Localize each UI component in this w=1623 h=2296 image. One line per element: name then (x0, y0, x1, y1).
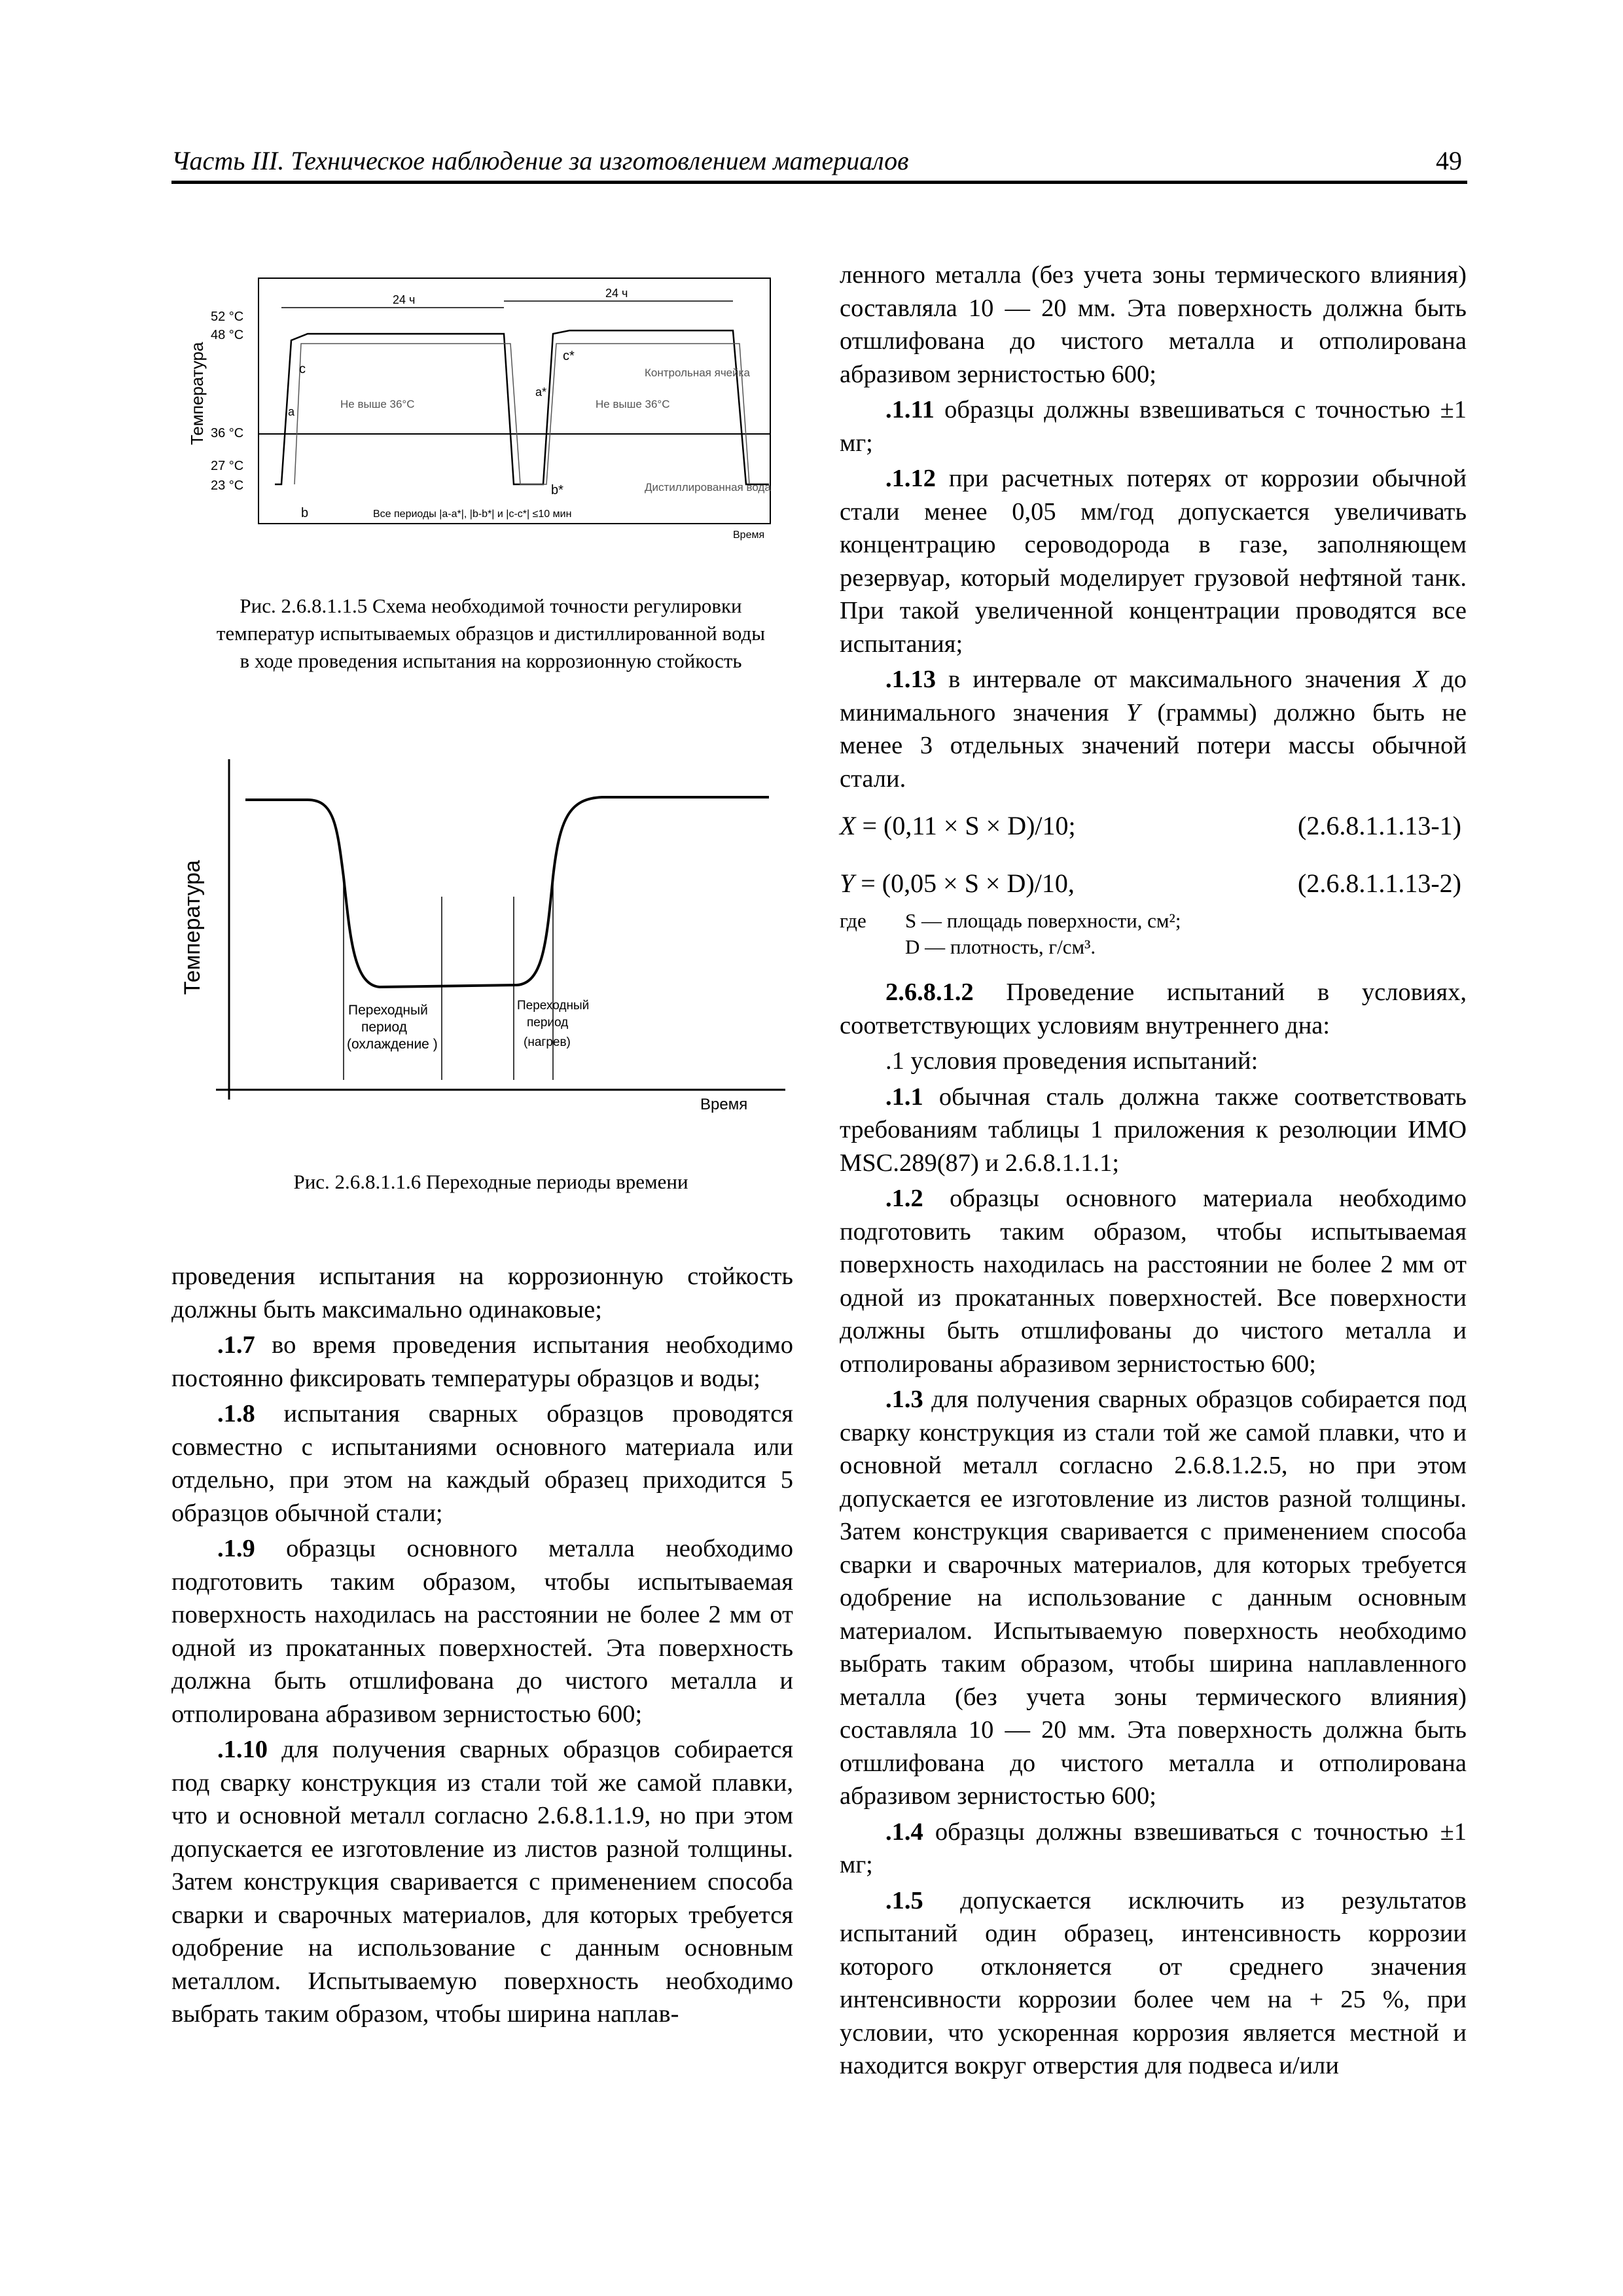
figure1-caption (196, 592, 785, 675)
annotation-max36-2: Не выше 36°C (596, 398, 670, 410)
paragraph (171, 1733, 793, 2031)
figure1-x-label: Время (733, 529, 765, 541)
clause-number: .1.9 (217, 1535, 255, 1562)
figure2-y-label: Температура (180, 860, 205, 995)
paragraph-text: образцы должны взвешиваться с точностью ±1 мг; (840, 1818, 1467, 1878)
clause-number: .1.12 (885, 465, 936, 492)
figure2-caption: Рис. 2.6.8.1.1.6 Переходные периоды времени (293, 1170, 688, 1193)
paragraph (840, 1182, 1467, 1380)
clause-number: .1.5 (885, 1886, 923, 1914)
paragraph (171, 1397, 793, 1530)
paragraph (840, 663, 1467, 795)
paragraph-text: во время проведения испытания необходимо постоянно фиксировать температуры образцов и воды; (171, 1331, 793, 1392)
clause-number: 2.6.8.1.2 (885, 978, 974, 1006)
formula-2-rhs: = (0,05 × S × D)/10, (854, 869, 1075, 898)
water-temp-curve (294, 344, 749, 484)
formula-2-var: Y (840, 869, 855, 898)
paragraph-text: испытания сварных образцов проводятся совместно с испытаниями основного материала или отдельно, при этом на каждый образец приходится 5 образцов обычной стали; (171, 1400, 793, 1527)
paragraph-text: для получения сварных образцов собирается под сварку конструкция из стали той же самой плавки, что и основной металл согласно 2.6.8.1.1.9, но при этом допускается ее изготовление из листов разной толщины. Затем конструкция сваривается с применением способа сварки и сварочных материалов, для которых требуется одобрение на использование с данным основным металлом. Испытываемую поверхность необходимо выбрать таким образом, чтобы ширина наплав- (171, 1736, 793, 2028)
clause-number: .1.10 (217, 1736, 268, 1763)
figure2-x-label: Время (700, 1096, 748, 1113)
paragraph: .1 условия проведения испытаний: (885, 1047, 1258, 1075)
paragraph (840, 393, 1467, 459)
tick-23: 23 °C (211, 478, 244, 493)
formula-2 (840, 859, 1467, 908)
heating-label: (нагрев) (524, 1035, 571, 1049)
clause-number: .1.7 (217, 1331, 255, 1359)
clause-number: .1.2 (885, 1185, 923, 1212)
clause-number: .1.8 (217, 1400, 255, 1427)
formula-1-rhs: = (0,11 × S × D)/10; (855, 811, 1076, 840)
var-y: Y (1126, 698, 1141, 726)
paragraph (840, 976, 1467, 1042)
marker-c: c (299, 362, 306, 376)
formula-legend (840, 908, 1467, 963)
paragraph-text: допускается исключить из результатов испытаний один образец, интенсивность коррозии которого отклоняется от среднего значения интенсивности коррозии более чем на + 25 %, при условии, что ускоренная коррозия является местной и находится вокруг отверстия для подвеса и/или (840, 1886, 1467, 2079)
paragraph-text: (граммы) должно быть не менее 3 отдельных значений потери массы обычной стали. (840, 698, 1467, 793)
paragraph (171, 1532, 793, 1731)
var-x: X (1413, 666, 1429, 693)
paragraph (171, 1329, 793, 1395)
clause-number: .1.1 (885, 1083, 923, 1111)
formula-1-number: (2.6.8.1.1.13-1) (1298, 811, 1461, 840)
paragraph (840, 1816, 1467, 1882)
right-column (840, 259, 1467, 2085)
formula-2-number: (2.6.8.1.1.13-2) (1298, 869, 1461, 898)
formula-1 (840, 802, 1467, 850)
cooling-label: (охлаждение ) (347, 1037, 438, 1052)
marker-a: a (288, 405, 295, 418)
paragraph (840, 1081, 1467, 1180)
marker-a-star: a* (535, 386, 547, 399)
period-label-2: 24 ч (605, 287, 628, 300)
page-header (171, 145, 1467, 184)
figure-temperature-regulation (177, 268, 798, 550)
paragraph-text: Проведение испытаний в условиях, соответствующих условиям внутреннего дна: (840, 978, 1467, 1039)
annotation-distilled-water: Дистиллированная вода (645, 481, 771, 493)
paragraph-text: в интервале от максимального значения (936, 666, 1414, 693)
where-label: где (840, 909, 866, 932)
figure1-caption-line: в ходе проведения испытания на коррозионную стойкость (240, 649, 742, 672)
paragraph-text: образцы основного металла необходимо подготовить таким образом, чтобы испытываемая поверхность находилась на расстоянии не более 2 мм от одной из прокатанных поверхностей. Эта поверхность должна быть отшлифована до чистого металла и отполирована абразивом зернистостью 600; (171, 1535, 793, 1728)
period-label-1: 24 ч (393, 293, 416, 306)
heating-label: Переходный (517, 999, 590, 1013)
paragraph-text: образцы должны взвешиваться с точностью ±1 мг; (840, 396, 1467, 457)
figure1-caption-line: температур испытываемых образцов и дистиллированной воды (216, 622, 766, 645)
figure-transition-periods (177, 746, 798, 1139)
clause-number: .1.4 (885, 1818, 923, 1846)
annotation-max36-1: Не выше 36°C (340, 398, 415, 410)
marker-c-star: c* (563, 349, 575, 363)
marker-b: b (301, 506, 309, 520)
clause-number: .1.11 (885, 396, 935, 423)
definition-d: D — плотность, г/см³. (905, 935, 1096, 958)
paragraph-text: до минимального значения (840, 666, 1467, 726)
formula-2-lhs (840, 859, 1075, 908)
running-title: Часть III. Техническое наблюдение за изготовлением материалов (171, 146, 909, 175)
temperature-curve (245, 797, 769, 987)
definition-s: S — площадь поверхности, см²; (905, 909, 1181, 932)
paragraph (840, 1884, 1467, 2083)
formula-1-lhs (840, 802, 1076, 850)
formula-1-var: X (840, 811, 856, 840)
tick-27: 27 °C (211, 459, 244, 473)
tick-48: 48 °C (211, 328, 244, 342)
figure1-y-label: Температура (187, 342, 207, 445)
cooling-label: Переходный (348, 1003, 428, 1018)
tick-36: 36 °C (211, 426, 244, 440)
annotation-control-cell: Контрольная ячейка (645, 367, 750, 379)
paragraph-text: обычная сталь должна также соответствовать требованиям таблицы 1 приложения к резолюции ИМО MSC.289(87) и 2.6.8.1.1.1; (840, 1083, 1467, 1177)
paragraph: проведения испытания на коррозионную стойкость должны быть максимально одинаковые; (171, 1263, 793, 1323)
heating-label: период (527, 1016, 569, 1030)
left-column (171, 1260, 793, 2034)
paragraph (840, 1383, 1467, 1813)
tick-52: 52 °C (211, 310, 244, 324)
paragraph-text: для получения сварных образцов собирается под сварку конструкция из стали той же самой плавки, что и основной металл согласно 2.6.8.1.2.5, но при этом допускается ее изготовление из листов разной толщины. Затем конструкция сваривается с применением способа сварки и сварочных материалов, для которых требуется одобрение на использование с данным основным материалом. Испытываемую поверхность необходимо выбрать таким образом, чтобы ширина наплавленного металла (без учета зоны термического влияния) составляла 10 — 20 мм. Эта поверхность должна быть отшлифована до чистого металла и отполирована абразивом зернистостью 600; (840, 1386, 1467, 1810)
marker-b-star: b* (551, 483, 563, 497)
cooling-label: период (361, 1020, 407, 1035)
clause-number: .1.3 (885, 1386, 923, 1413)
figure1-note: Все периоды |a-a*|, |b-b*| и |c-c*| ≤10 мин (373, 509, 572, 520)
paragraph-text: образцы основного материала необходимо подготовить таким образом, чтобы испытываемая поверхность находилась на расстоянии не более 2 мм от одной из прокатанных поверхностей. Все поверхности должны быть отшлифованы до чистого металла и отполированы абразивом зернистостью 600; (840, 1185, 1467, 1378)
page-number: 49 (1436, 146, 1462, 175)
paragraph: ленного металла (без учета зоны термического влияния) составляла 10 — 20 мм. Эта поверхность должна быть отшлифована до чистого металла и отполирована абразивом зернистостью 600; (840, 261, 1467, 388)
clause-number: .1.13 (885, 666, 936, 693)
figure1-caption-line: Рис. 2.6.8.1.1.5 Схема необходимой точности регулировки (240, 594, 742, 617)
paragraph (840, 462, 1467, 660)
paragraph-text: при расчетных потерях от коррозии обычной стали менее 0,05 мм/год допускается увеличивать концентрацию сероводорода в газе, заполняющем резервуар, который моделирует грузовой нефтяной танк. При такой увеличенной концентрации проводятся все испытания; (840, 465, 1467, 658)
